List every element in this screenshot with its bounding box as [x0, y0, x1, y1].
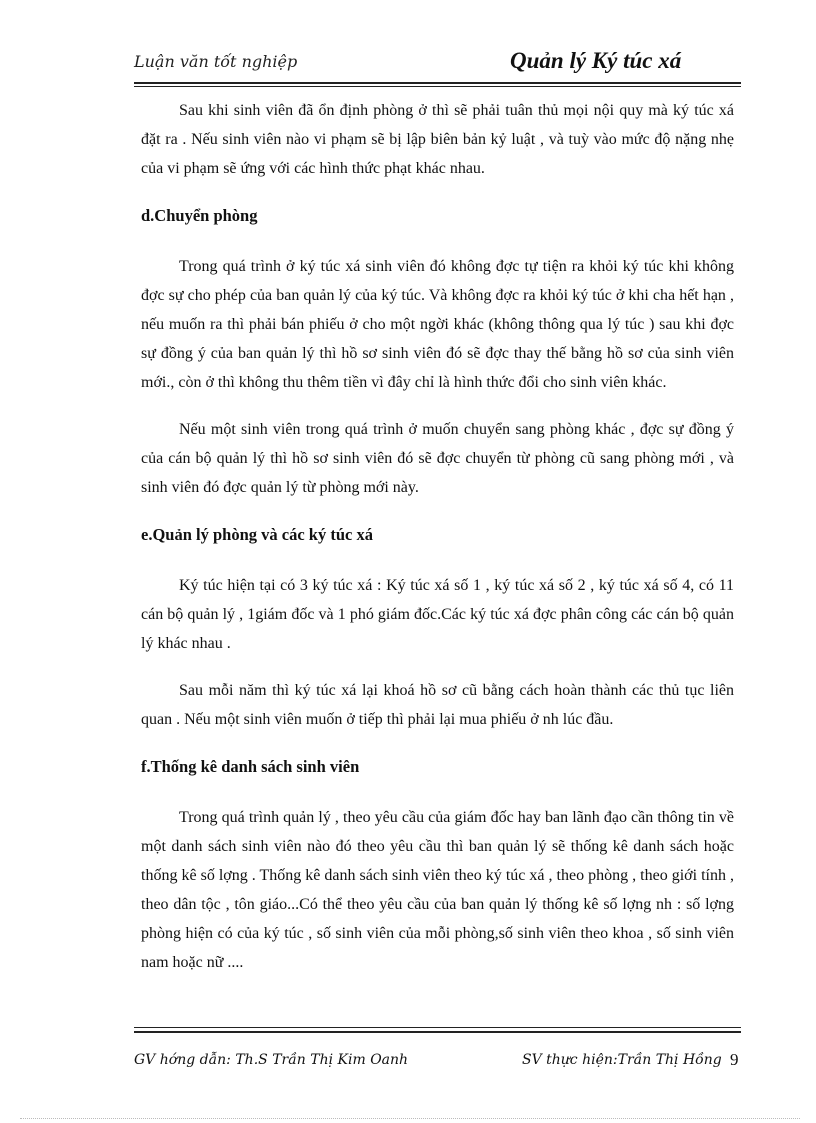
section-heading-room-transfer: d.Chuyển phòng [141, 206, 258, 225]
header-rule-thin [134, 86, 741, 87]
paragraph-leaving-dorm: Trong quá trình ở ký túc xá sinh viên đó không đợc tự tiện ra khỏi ký túc khi không đợc sự cho phép của ban quản lý của ký túc. Và không đợc ra khỏi ký túc ở khi cha hết hạn , nếu muốn ra thì phải bán phiếu ở cho một ngời khác (không thông qua lý túc ) sau khi đợc sự đồng ý của ban quản lý thì hồ sơ sinh viên đó sẽ đợc thay thế bằng hồ sơ của sinh viên mới., còn ở thì không thu thêm tiền vì đây chỉ là hình thức đổi cho sinh viên khác. [141, 258, 734, 391]
section-heading-statistics: f.Thống kê danh sách sinh viên [141, 757, 360, 776]
footer-supervisor: GV hớng dẫn: Th.S Trần Thị Kim Oanh [134, 1052, 409, 1068]
page-edge-divider [20, 1118, 800, 1119]
header-thesis-label: Luận văn tốt nghiệp [134, 52, 298, 71]
header-rule-thick [134, 82, 741, 84]
footer-rule-thick [134, 1031, 741, 1033]
page-number: 9 [730, 1050, 739, 1069]
header-document-title: Quản lý Ký túc xá [510, 48, 682, 73]
paragraph-statistics: Trong quá trình quản lý , theo yêu cầu của giám đốc hay ban lãnh đạo cần thông tin về một danh sách sinh viên nào đó theo yêu cầu thì ban quản lý sẽ thống kê danh sách hoặc thống kê số lợng . Thống kê danh sách sinh viên theo ký túc xá , theo phòng , theo giới tính , theo dân tộc , tôn giáo...Có thể theo yêu cầu của ban quản lý thống kê số lợng nh : số lợng phòng hiện có của ký túc , số sinh viên của mỗi phòng,số sinh viên theo khoa , số sinh viên nam hoặc nữ .... [141, 809, 734, 971]
paragraph-room-change: Nếu một sinh viên trong quá trình ở muốn chuyển sang phòng khác , đợc sự đồng ý của cán bộ quản lý thì hồ sơ sinh viên đó sẽ đợc chuyển từ phòng cũ sang phòng mới , và sinh viên đó đợc quản lý từ phòng mới này. [141, 421, 734, 496]
paragraph-yearly-close: Sau mỗi năm thì ký túc xá lại khoá hồ sơ cũ bằng cách hoàn thành các thủ tục liên quan . Nếu một sinh viên muốn ở tiếp thì phải lại mua phiếu ở nh lúc đầu. [141, 682, 734, 728]
footer-student: SV thực hiện:Trần Thị Hồng [522, 1052, 722, 1068]
document-body [141, 96, 734, 995]
section-heading-room-management: e.Quản lý phòng và các ký túc xá [141, 525, 373, 544]
paragraph-dorm-count: Ký túc hiện tại có 3 ký túc xá : Ký túc xá số 1 , ký túc xá số 2 , ký túc xá số 4, có 11 cán bộ quản lý , 1giám đốc và 1 phó giám đốc.Các ký túc xá đợc phân công các cán bộ quản lý khác nhau . [141, 577, 734, 652]
footer-rule-thin [134, 1027, 741, 1028]
paragraph-regulations: Sau khi sinh viên đã ổn định phòng ở thì sẽ phải tuân thủ mọi nội quy mà ký túc xá đặt ra . Nếu sinh viên nào vi phạm sẽ bị lập biên bản kỷ luật , và tuỳ vào mức độ nặng nhẹ của vi phạm sẽ ứng với các hình thức phạt khác nhau. [141, 102, 734, 177]
